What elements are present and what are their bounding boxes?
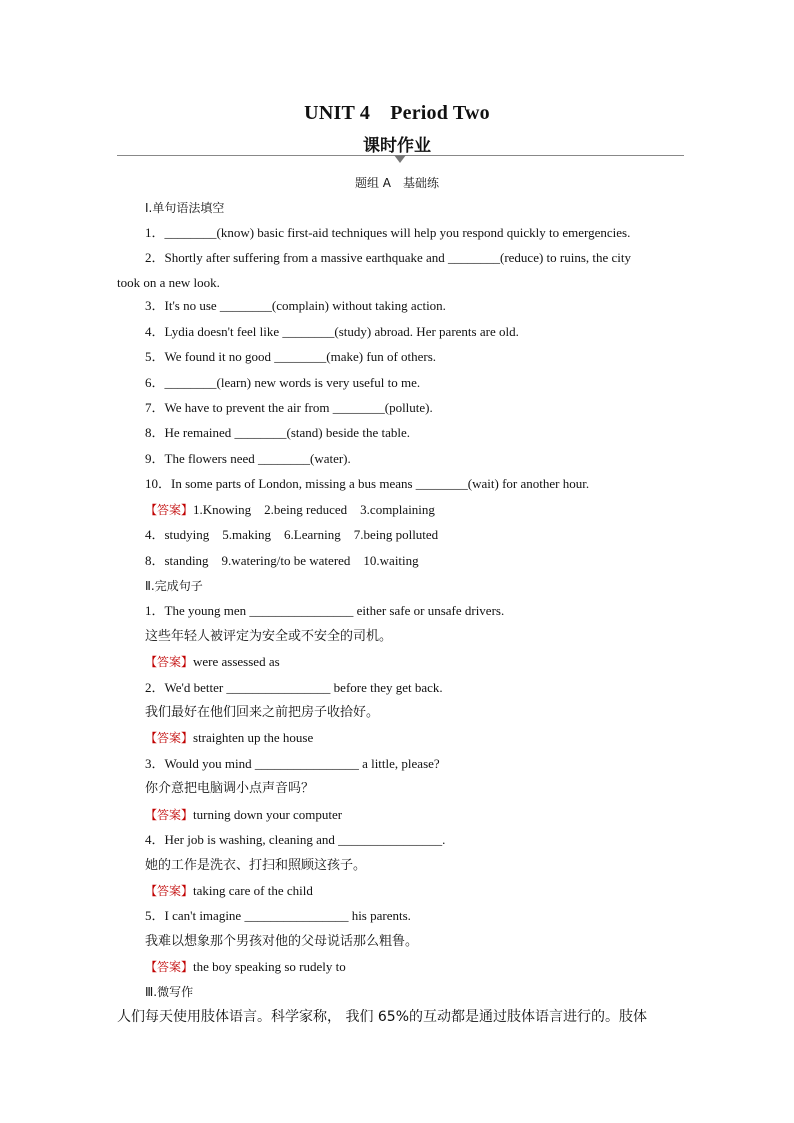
section-heading-3: Ⅲ.微写作 xyxy=(145,985,194,999)
chinese-translation: 我们最好在他们回来之前把房子收拾好。 xyxy=(145,705,380,720)
writing-prompt-text: 人们每天使用肢体语言。科学家称， 我们 65%的互动都是通过肢体语言进行的。肢体 xyxy=(117,1009,648,1025)
question-line: 3．It's no use ________(complain) without taking action. xyxy=(145,298,446,313)
answer-line: 4．studying 5.making 6.Learning 7.being polluted xyxy=(145,527,439,542)
answer-line xyxy=(145,654,280,670)
answer-line xyxy=(145,502,435,518)
answer-text: straighten up the house xyxy=(193,730,314,745)
question-line: 8．He remained ________(stand) beside the table. xyxy=(145,425,410,440)
question-line: took on a new look. xyxy=(117,275,220,290)
section-heading-2: Ⅱ.完成句子 xyxy=(145,579,203,593)
question-line: 5．I can't imagine ________________ his parents. xyxy=(145,908,411,923)
question-line: 3．Would you mind ________________ a little, please? xyxy=(145,756,440,771)
answer-label: 【答案】 xyxy=(145,503,194,517)
question-line: 2．We'd better ________________ before they get back. xyxy=(145,680,443,695)
question-line: 7．We have to prevent the air from ________(pollute). xyxy=(145,400,433,415)
question-line: 2．Shortly after suffering from a massive earthquake and ________(reduce) to ruins, the city xyxy=(145,250,632,265)
answer-line xyxy=(145,807,342,823)
page-subtitle: 课时作业 xyxy=(363,136,431,156)
answer-label: 【答案】 xyxy=(145,655,194,669)
chinese-translation: 我难以想象那个男孩对他的父母说话那么粗鲁。 xyxy=(145,934,419,949)
triangle-marker-icon xyxy=(394,155,406,163)
answer-text: were assessed as xyxy=(193,654,280,669)
question-line: 6．________(learn) new words is very useful to me. xyxy=(145,375,421,390)
question-line: 1．The young men ________________ either safe or unsafe drivers. xyxy=(145,603,505,618)
answer-text: the boy speaking so rudely to xyxy=(193,959,346,974)
answer-text: taking care of the child xyxy=(193,883,313,898)
question-line: 9．The flowers need ________(water). xyxy=(145,451,351,466)
chinese-translation: 她的工作是洗衣、打扫和照顾这孩子。 xyxy=(145,858,367,873)
answer-label: 【答案】 xyxy=(145,731,194,745)
answer-label: 【答案】 xyxy=(145,960,194,974)
question-line: 1．________(know) basic first-aid techniques will help you respond quickly to emergencies. xyxy=(145,225,631,240)
section-heading-1: Ⅰ.单句语法填空 xyxy=(145,201,225,215)
answer-text: turning down your computer xyxy=(193,807,343,822)
answer-line: 8．standing 9.watering/to be watered 10.waiting xyxy=(145,553,419,568)
answer-line xyxy=(145,883,313,899)
question-line: 4．Lydia doesn't feel like ________(study) abroad. Her parents are old. xyxy=(145,324,519,339)
answer-label: 【答案】 xyxy=(145,808,194,822)
question-line: 5．We found it no good ________(make) fun of others. xyxy=(145,349,437,364)
answer-text: 1.Knowing 2.being reduced 3.complaining xyxy=(193,502,435,517)
page-title: UNIT 4 Period Two xyxy=(304,102,490,124)
answer-label: 【答案】 xyxy=(145,884,194,898)
question-line: 10．In some parts of London, missing a bus means ________(wait) for another hour. xyxy=(145,476,590,491)
question-line: 4．Her job is washing, cleaning and ________________. xyxy=(145,832,446,847)
answer-line xyxy=(145,959,346,975)
answer-line xyxy=(145,730,313,746)
chinese-translation: 你介意把电脑调小点声音吗？ xyxy=(145,781,315,796)
chinese-translation: 这些年轻人被评定为安全或不安全的司机。 xyxy=(145,629,393,644)
group-heading: 题组 A 基础练 xyxy=(354,176,440,190)
